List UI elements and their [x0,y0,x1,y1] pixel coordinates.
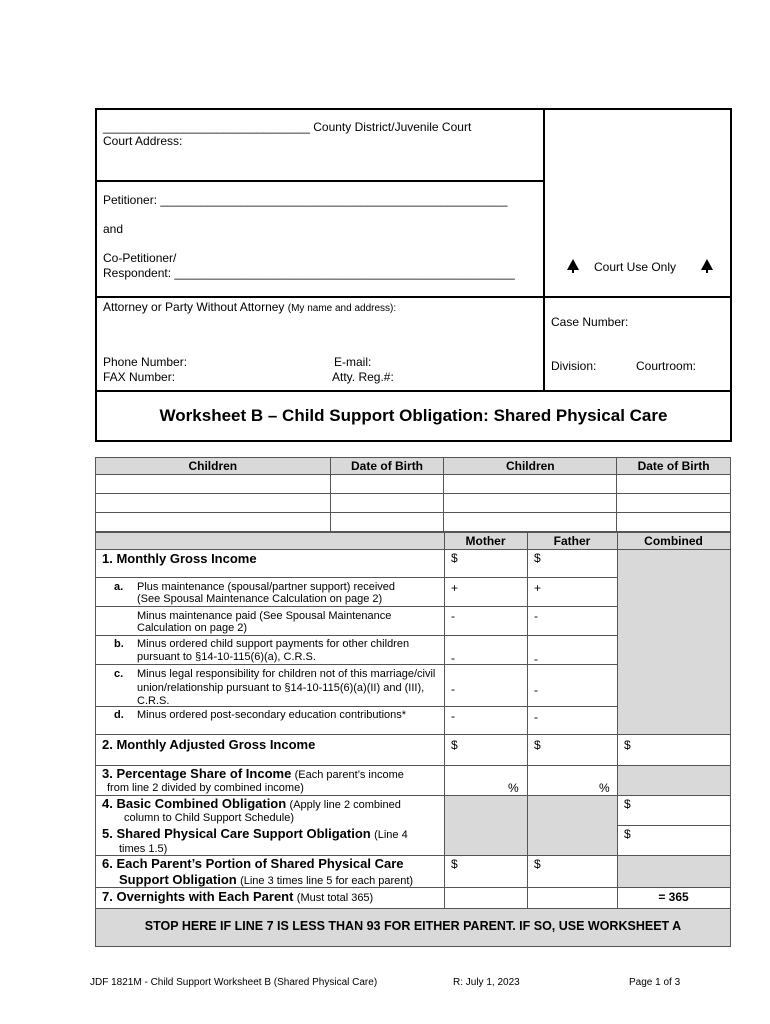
father-dollar[interactable]: $ [534,738,541,752]
mother-column-header: Mother [465,534,506,548]
line-c-label: Minus legal responsibility for children not of this marriage/civil [137,668,436,680]
father-minus[interactable]: - [534,710,538,724]
line-3-note-2: from line 2 divided by combined income) [107,782,304,794]
combined-dollar[interactable]: $ [624,738,631,752]
combined-dollar[interactable]: $ [624,827,631,841]
stop-instruction: STOP HERE IF LINE 7 IS LESS THAN 93 FOR EITHER PARENT. IF SO, USE WORKSHEET A [144,919,682,933]
child-dob-cell[interactable] [617,513,731,532]
mother-minus[interactable]: - [451,651,455,665]
footer-page: Page 1 of 3 [629,977,681,988]
mother-minus[interactable]: - [451,709,455,723]
line-a2-note: Calculation on page 2) [137,622,248,634]
line-c-note-2: C.R.S. [137,695,170,707]
line-c-note: union/relationship pursuant to §14-10-115(6)(a)(II) and (III), [137,682,425,694]
respondent-field[interactable]: Respondent: ___________________________________________________ [103,266,515,280]
father-percent[interactable]: % [599,781,610,795]
grid-line [96,908,730,909]
child-dob-cell[interactable] [617,494,731,513]
line-6-label: 6. Each Parent’s Portion of Shared Physical Care [102,856,404,871]
caption-divider [97,180,545,182]
line-a2-label: Minus maintenance paid (See Spousal Maintenance [137,610,392,622]
mother-percent[interactable]: % [508,781,519,795]
father-minus[interactable]: - [534,652,538,666]
father-plus[interactable]: + [534,581,542,595]
caption-divider [543,296,545,392]
child-name-cell[interactable] [96,475,331,494]
item-c-marker: c. [114,668,124,680]
caption-divider [543,110,545,298]
item-a-marker: a. [114,581,124,593]
line-a1-label: Plus maintenance (spousal/partner support) received [137,581,396,593]
line-5-note-2: times 1.5) [119,843,168,855]
grid-line [96,706,617,707]
page-title: Worksheet B – Child Support Obligation: Shared Physical Care [159,406,668,425]
father-column-header: Father [553,534,591,548]
line-6-note: (Line 3 times line 5 for each parent) [240,875,414,887]
item-d-marker: d. [114,709,124,721]
line-b-note: pursuant to §14-10-115(6)(a), C.R.S. [137,651,316,663]
line-2-label: 2. Monthly Adjusted Gross Income [102,737,316,752]
email-field[interactable]: E-mail: [334,355,372,369]
line-4-note: (Apply line 2 combined [289,799,401,811]
child-name-cell[interactable] [444,494,617,513]
mother-dollar[interactable]: $ [451,857,458,871]
and-label: and [103,222,124,236]
grid-line [96,734,730,735]
child-name-cell[interactable] [444,475,617,494]
mother-minus[interactable]: - [451,609,455,623]
grid-line [617,533,618,908]
total-365: = 365 [658,890,689,904]
line-b-label: Minus ordered child support payments for other children [137,638,410,650]
caption-divider [97,296,730,298]
line-5-label: 5. Shared Physical Care Support Obligation [102,826,371,841]
copetitioner-label: Co-Petitioner/ [103,251,177,265]
children-header: Children [96,458,331,475]
father-minus[interactable]: - [534,683,538,697]
line-7-note: (Must total 365) [296,892,374,904]
combined-shaded-cell [617,765,730,795]
children-header: Children [444,458,617,475]
child-dob-cell[interactable] [330,494,444,513]
child-dob-cell[interactable] [330,513,444,532]
mother-dollar[interactable]: $ [451,738,458,752]
father-dollar[interactable]: $ [534,857,541,871]
line-7-label: 7. Overnights with Each Parent [102,889,294,904]
mother-plus[interactable]: + [451,581,459,595]
grid-line [96,549,730,550]
attorney-label: Attorney or Party Without Attorney [103,300,285,314]
combined-column-header: Combined [644,534,703,548]
combined-shaded-cell [617,855,730,887]
line-d-label: Minus ordered post-secondary education contributions* [137,709,407,721]
child-name-cell[interactable] [444,513,617,532]
courtroom-field[interactable]: Courtroom: [636,359,697,373]
grid-line [96,606,617,607]
father-dollar[interactable]: $ [534,551,541,565]
grid-line [527,533,528,908]
children-table [95,457,731,532]
line-3-label: 3. Percentage Share of Income [102,766,292,781]
grid-line [96,664,617,665]
atty-reg-field[interactable]: Atty. Reg.#: [332,370,394,384]
dob-header: Date of Birth [330,458,444,475]
grid-line [96,577,617,578]
court-address-label: Court Address: [103,134,183,148]
child-name-cell[interactable] [96,494,331,513]
line-6-label-2: Support Obligation [119,872,237,887]
combined-shaded-cell [617,549,730,734]
case-number-field[interactable]: Case Number: [551,315,629,329]
mother-minus[interactable]: - [451,682,455,696]
parent-shaded-cell [444,795,617,855]
child-name-cell[interactable] [96,513,331,532]
up-arrow-icon [566,258,580,274]
combined-dollar[interactable]: $ [624,797,631,811]
phone-field[interactable]: Phone Number: [103,355,188,369]
father-minus[interactable]: - [534,609,538,623]
petitioner-field[interactable]: Petitioner: ____________________________________________________ [103,193,508,207]
caption-divider [97,390,730,392]
child-dob-cell[interactable] [330,475,444,494]
line-5-note: (Line 4 [374,829,408,841]
line-1-label: 1. Monthly Gross Income [102,551,257,566]
grid-line [96,635,617,636]
line-3-note: (Each parent’s income [294,769,404,781]
court-line: _______________________________ County District/Juvenile Court [103,120,472,134]
grid-line [444,533,445,908]
line-4-label: 4. Basic Combined Obligation [102,796,287,811]
dob-header: Date of Birth [617,458,731,475]
division-field[interactable]: Division: [551,359,597,373]
child-dob-cell[interactable] [617,475,731,494]
line-a1-note: (See Spousal Maintenance Calculation on page 2) [137,593,383,605]
up-arrow-icon [700,258,714,274]
footer-form: JDF 1821M - Child Support Worksheet B (Shared Physical Care) [90,977,378,988]
line-4-note-2: column to Child Support Schedule) [124,812,294,824]
fax-field[interactable]: FAX Number: [103,370,176,384]
attorney-note: (My name and address): [287,303,397,314]
grid-line [617,825,730,826]
footer-revision: R: July 1, 2023 [453,977,520,988]
mother-dollar[interactable]: $ [451,551,458,565]
court-use-only-label: Court Use Only [594,260,677,274]
item-b-marker: b. [114,638,124,650]
